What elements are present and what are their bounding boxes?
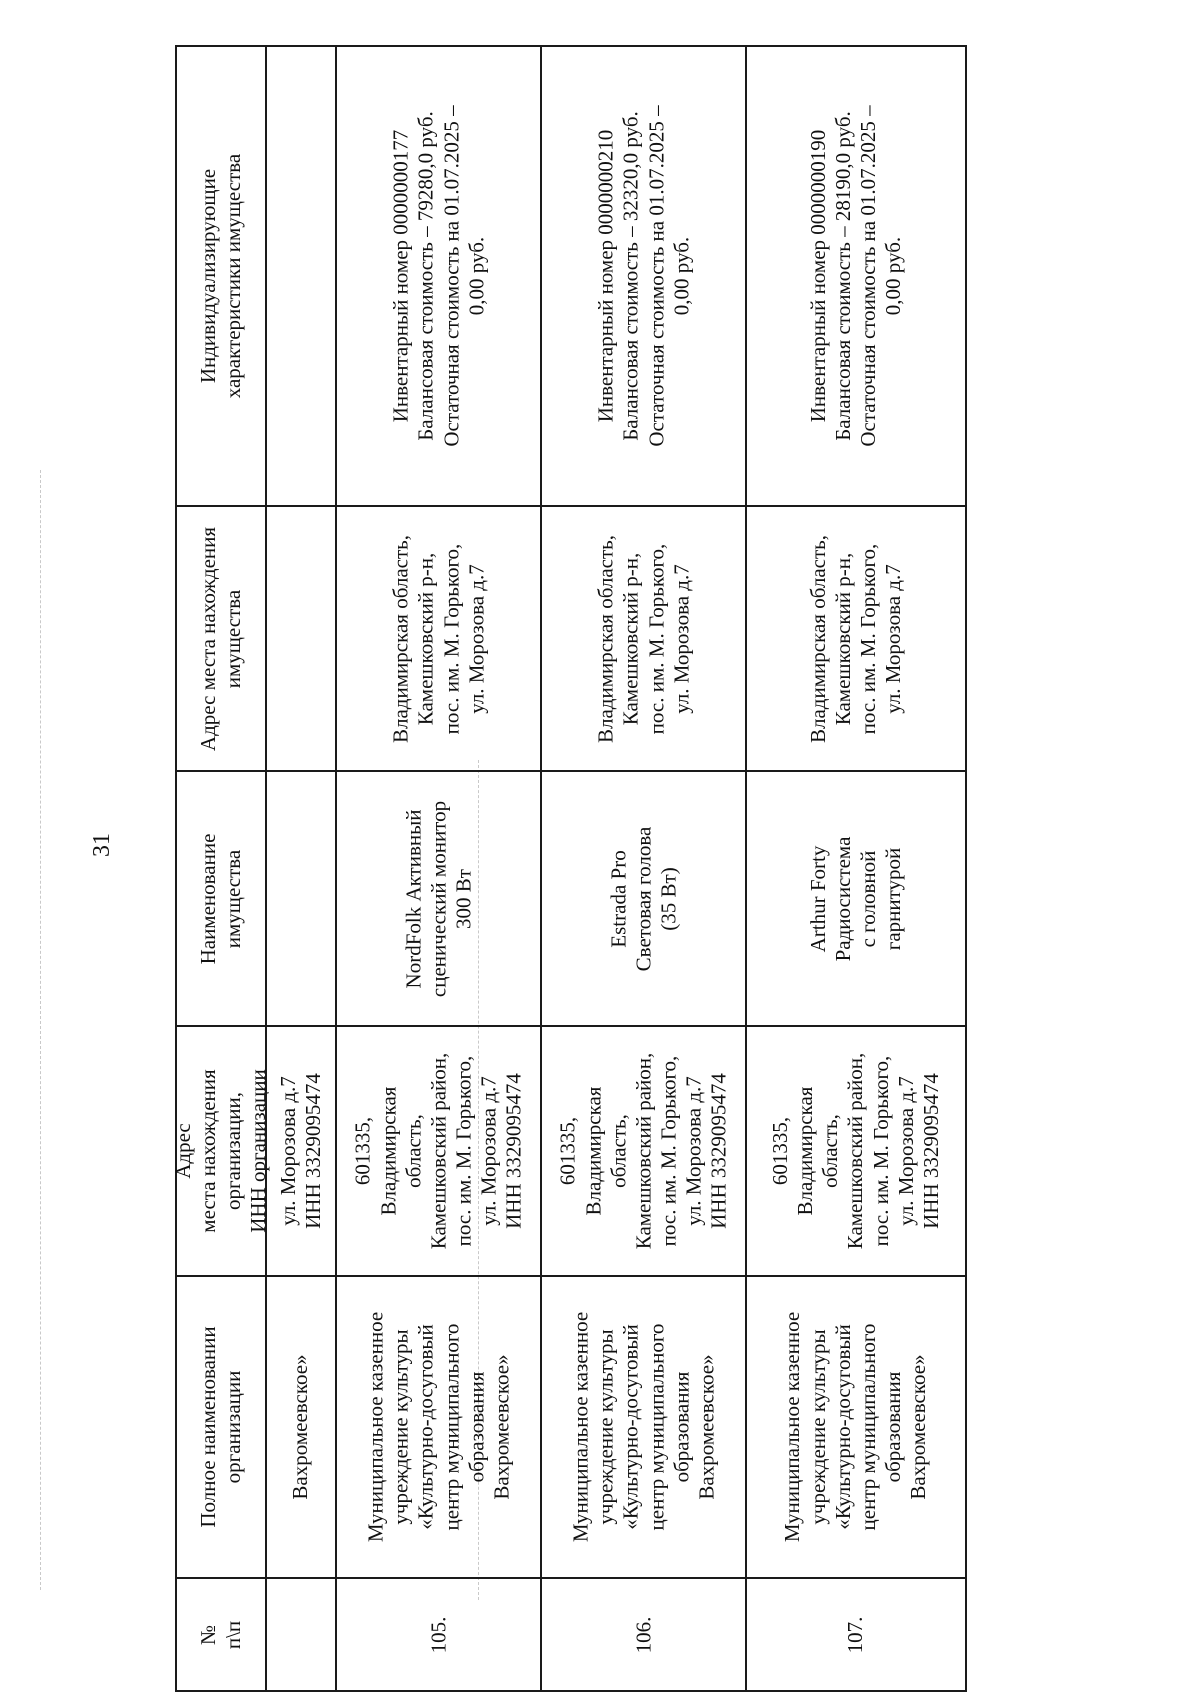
property-name-text: Arthur Forty Радиосистема с головной гарнитурой — [805, 836, 906, 961]
characteristics-cell — [540, 45, 747, 507]
org-name-cell — [540, 1275, 747, 1579]
org-name-text: Вахромеевское» — [288, 1354, 313, 1500]
number-cell — [745, 1577, 967, 1692]
org-address-cell — [540, 1025, 747, 1277]
org-address-text: ул. Морозова д.7 ИНН 3329095474 — [275, 1073, 325, 1229]
org-address-text: Адрес места нахождения организации, ИНН организации — [170, 1069, 271, 1233]
characteristics-cell — [265, 45, 337, 507]
property-address-cell — [540, 505, 747, 772]
property-address-cell — [175, 505, 267, 772]
org-address-cell — [745, 1025, 967, 1277]
number-cell — [175, 1577, 267, 1692]
property-name-cell — [175, 770, 267, 1027]
page-number: 31 — [89, 833, 115, 857]
org-name-text: Муниципальное казенное учреждение культуры «Культурно-досуговый центр муниципального образования Вахромеевское» — [780, 1311, 931, 1543]
property-address-cell — [745, 505, 967, 772]
property-name-cell — [335, 770, 542, 1027]
org-address-cell — [265, 1025, 337, 1277]
number-text: 106. — [630, 1616, 655, 1653]
property-address-cell — [265, 505, 337, 772]
org-name-cell — [335, 1275, 542, 1579]
org-address-text: 601335, Владимирская область, Камешковский район, пос. им. М. Горького, ул. Морозова д.7 ИНН 3329095474 — [555, 1052, 731, 1250]
property-name-text: NordFolk Активный сценический монитор 300 Вт — [400, 800, 476, 997]
property-address-cell — [335, 505, 542, 772]
org-address-text: 601335, Владимирская область, Камешковский район, пос. им. М. Горького, ул. Морозова д.7 ИНН 3329095474 — [767, 1052, 943, 1250]
org-name-text: Полное наименовании организации — [195, 1326, 245, 1528]
property-name-cell — [265, 770, 337, 1027]
org-name-cell — [265, 1275, 337, 1579]
characteristics-cell — [335, 45, 542, 507]
characteristics-text: Инвентарный номер 0000000210 Балансовая стоимость – 32320,0 руб. Остаточная стоимость на 01.07.2025 – 0,00 руб. — [593, 105, 693, 447]
org-address-text: 601335, Владимирская область, Камешковский район, пос. им. М. Горького, ул. Морозова д.7 ИНН 3329095474 — [350, 1052, 526, 1250]
number-text: 107. — [843, 1616, 868, 1653]
org-name-text: Муниципальное казенное учреждение культуры «Культурно-досуговый центр муниципального образования Вахромеевское» — [567, 1311, 718, 1543]
characteristics-cell — [745, 45, 967, 507]
property-address-text: Адрес места нахождения имущества — [195, 526, 245, 751]
org-address-cell — [335, 1025, 542, 1277]
property-name-text: Estrada Pro Световая голова (35 Вт) — [605, 826, 681, 971]
property-address-text: Владимирская область, Камешковский р-н, пос. им. М. Горького, ул. Морозова д.7 — [805, 534, 906, 743]
property-name-cell — [540, 770, 747, 1027]
number-cell — [265, 1577, 337, 1692]
number-cell — [540, 1577, 747, 1692]
number-cell — [335, 1577, 542, 1692]
property-name-text: Наименование имущества — [195, 833, 245, 964]
characteristics-text: Инвентарный номер 0000000177 Балансовая стоимость – 79280,0 руб. Остаточная стоимость на 01.07.2025 – 0,00 руб. — [388, 105, 488, 447]
characteristics-text: Инвентарный номер 0000000190 Балансовая стоимость – 28190,0 руб. Остаточная стоимость на 01.07.2025 – 0,00 руб. — [805, 105, 906, 447]
org-name-text: Муниципальное казенное учреждение культуры «Культурно-досуговый центр муниципального образования Вахромеевское» — [362, 1311, 513, 1543]
characteristics-cell — [175, 45, 267, 507]
characteristics-text: Индивидуализирующие характеристики имущества — [195, 153, 245, 399]
org-address-cell — [170, 1025, 271, 1277]
property-name-cell — [745, 770, 967, 1027]
number-text: 105. — [425, 1616, 450, 1653]
scan-artifact-line — [40, 470, 41, 1590]
org-name-cell — [745, 1275, 967, 1579]
property-address-text: Владимирская область, Камешковский р-н, пос. им. М. Горького, ул. Морозова д.7 — [593, 534, 693, 743]
number-text: № п\п — [195, 1620, 245, 1649]
org-name-cell — [175, 1275, 267, 1579]
property-address-text: Владимирская область, Камешковский р-н, пос. им. М. Горького, ул. Морозова д.7 — [388, 534, 488, 743]
